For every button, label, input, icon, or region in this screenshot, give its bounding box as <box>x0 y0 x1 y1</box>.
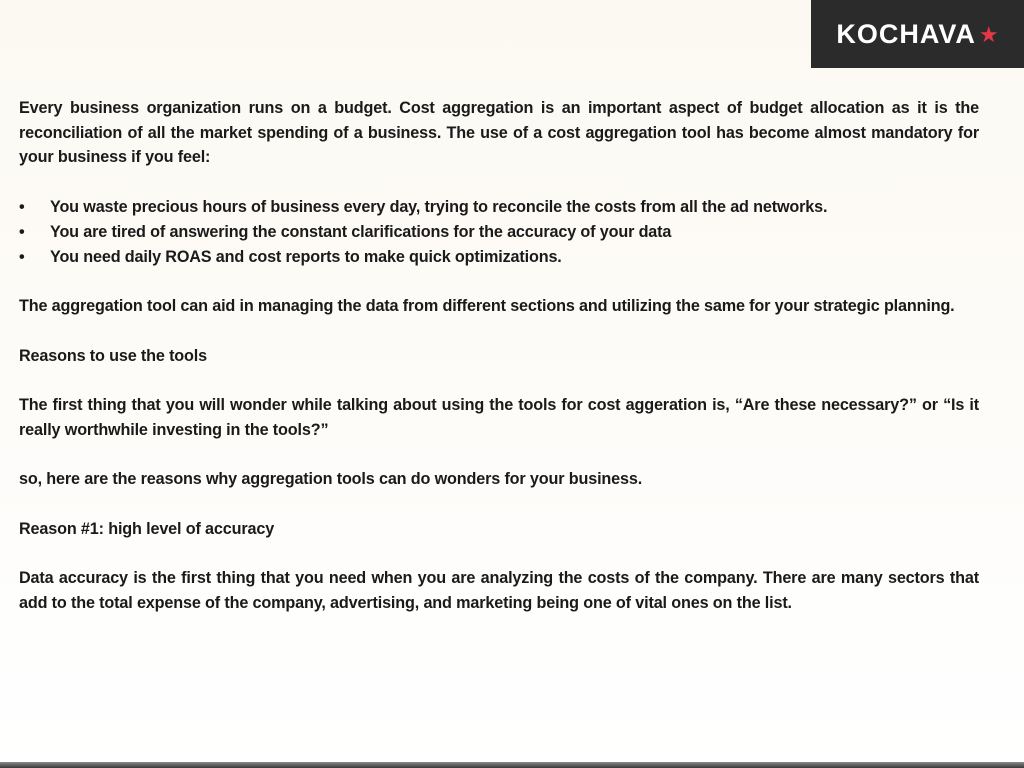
bullet-icon: • <box>19 247 25 266</box>
list-item <box>19 220 979 245</box>
list-item-text: You are tired of answering the constant clarifications for the accuracy of your data <box>50 222 672 241</box>
kochava-logo <box>811 0 1024 68</box>
logo-wordmark: KOCHAVA <box>836 18 976 49</box>
bullet-icon: • <box>19 197 25 216</box>
list-item-text: You need daily ROAS and cost reports to make quick optimizations. <box>50 247 562 266</box>
aid-paragraph: The aggregation tool can aid in managing the data from different sections and utilizing the same for your strategic planning. <box>19 297 955 316</box>
first-thing-paragraph: The first thing that you will wonder while talking about using the tools for cost aggeration is, “Are these necessary?” or “Is it really worthwhile investing in the tools?” <box>19 396 979 439</box>
list-item-text: You waste precious hours of business every day, trying to reconcile the costs from all the ad networks. <box>50 197 828 216</box>
bullet-list <box>19 195 979 270</box>
so-here-paragraph: so, here are the reasons why aggregation tools can do wonders for your business. <box>19 470 643 489</box>
bullet-icon: • <box>19 222 25 241</box>
reasons-heading: Reasons to use the tools <box>19 346 207 365</box>
bottom-divider <box>0 762 1024 768</box>
star-icon: ★ <box>978 22 999 47</box>
document-body <box>19 96 979 640</box>
reason1-heading: Reason #1: high level of accuracy <box>19 519 275 538</box>
accuracy-paragraph: Data accuracy is the first thing that you need when you are analyzing the costs of the company. There are many sectors that add to the total expense of the company, advertising, and marketing being one of vital ones on the list. <box>19 569 979 612</box>
list-item <box>19 195 979 220</box>
intro-paragraph: Every business organization runs on a budget. Cost aggregation is an important aspect of budget allocation as it is the reconciliation of all the market spending of a business. The use of a cost aggregation tool has become almost mandatory for your business if you feel: <box>19 99 979 166</box>
list-item <box>19 245 979 270</box>
